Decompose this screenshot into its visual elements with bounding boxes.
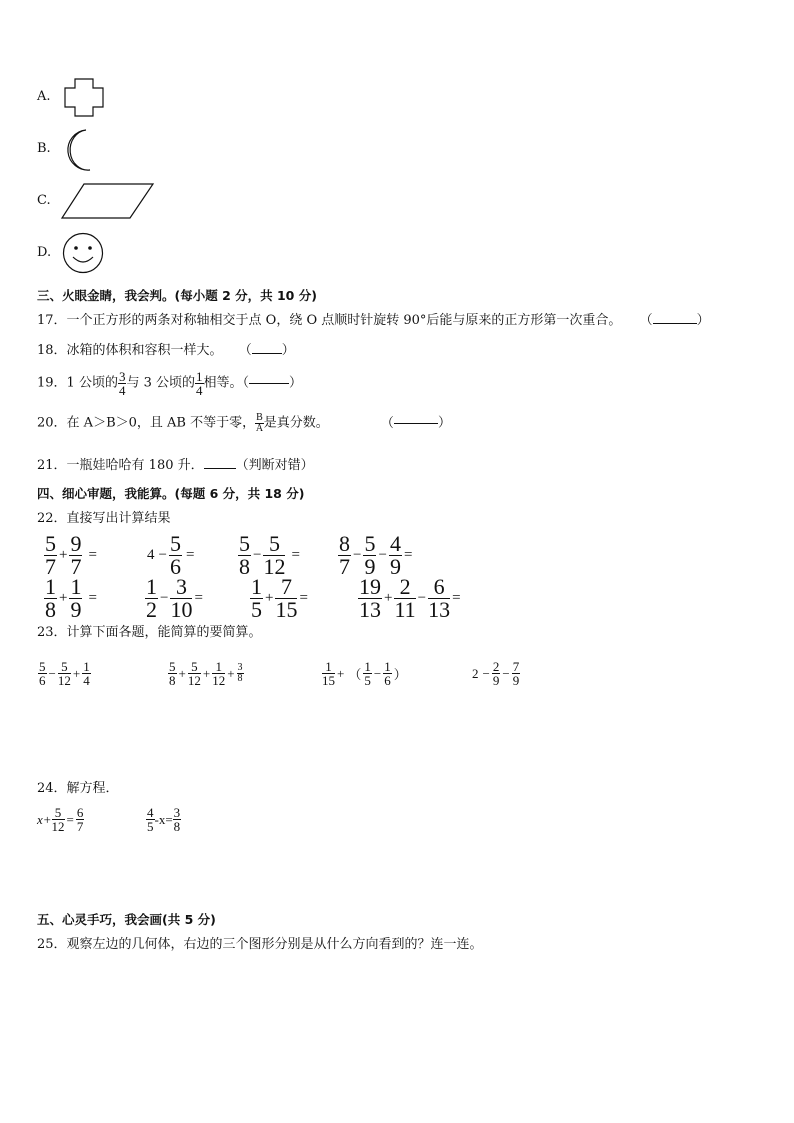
q21-answer-blank[interactable] xyxy=(204,468,236,469)
question-21 xyxy=(37,458,314,474)
section3-title: 三、火眼金睛，我会判。(每小题 2 分，共 10 分) xyxy=(37,288,317,303)
section5-title: 五、心灵手巧，我会画(共 5 分) xyxy=(37,912,216,927)
q18-text: 18．冰箱的体积和容积一样大。 xyxy=(37,343,223,358)
section4-title: 四、细心审题，我能算。(每题 6 分，共 18 分) xyxy=(37,486,305,501)
q17-paren-left: （ xyxy=(639,313,653,328)
q24-equation-1: x+ $\frac{5}{12}$ = $\frac{6}{7}$ xyxy=(37,805,84,834)
option-b-label: B. xyxy=(37,141,51,156)
question-23: 23．计算下面各题，能简算的要简算。 xyxy=(37,625,262,640)
q19-text-c: 相等。（ xyxy=(203,375,250,391)
q17-text: 17．一个正方形的两条对称轴相交于点 O，绕 O 点顺时针旋转 90°后能与原来的正方形第一次重合。 xyxy=(37,313,622,328)
q19-answer-blank[interactable] xyxy=(249,383,289,384)
question-20 xyxy=(37,413,451,434)
question-22: 22．直接写出计算结果 xyxy=(37,511,171,526)
q21-text-b: （判断对错） xyxy=(235,458,314,473)
q22-expr-2: 4 − $\frac{5}{6}$ = xyxy=(147,531,195,579)
crescent-moon-icon xyxy=(60,128,96,172)
q22-expr-7: $\frac{1}{5}$ + $\frac{7}{15}$ = xyxy=(251,574,308,622)
question-19 xyxy=(37,370,302,397)
q17-paren-right: ） xyxy=(696,313,710,328)
q19-fraction-2: $\frac{1}{4}$ xyxy=(196,369,203,398)
q22-expr-1: $\frac{5}{7}$ + $\frac{9}{7}$ = xyxy=(45,531,97,579)
q22-expr-5: $\frac{1}{8}$ + $\frac{1}{9}$ = xyxy=(45,574,97,622)
question-24: 24．解方程． xyxy=(37,781,119,796)
option-a-label: A. xyxy=(37,89,51,104)
q23-expr-3: $\frac{1}{15}$ + （ $\frac{1}{5}$ − $\frac{1}{6}$ ） xyxy=(322,659,407,688)
q17-answer-blank[interactable] xyxy=(653,323,697,324)
q19-text-a: 19．1 公顷的 xyxy=(37,375,118,391)
q22-expr-3: $\frac{5}{8}$ − $\frac{5}{12}$ = xyxy=(239,531,300,579)
option-c-label: C. xyxy=(37,193,51,208)
q20-text-b: 是真分数。 xyxy=(263,415,329,431)
q21-text-a: 21．一瓶娃哈哈有 180 升． xyxy=(37,458,204,473)
q19-fraction-1: $\frac{3}{4}$ xyxy=(118,369,126,398)
q20-text-a: 20．在 A＞B＞0，且 AB 不等于零， xyxy=(37,415,256,431)
option-d-label: D. xyxy=(37,245,52,260)
q22-expr-6: $\frac{1}{2}$ − $\frac{3}{10}$ = xyxy=(146,574,203,622)
q22-expr-8: $\frac{19}{13}$ + $\frac{2}{11}$ − $\frac{6}{13}$ = xyxy=(359,574,461,622)
question-18 xyxy=(37,343,295,359)
question-25: 25．观察左边的几何体，右边的三个图形分别是从什么方向看到的？连一连。 xyxy=(37,937,483,952)
q20-paren-right: ） xyxy=(437,415,451,431)
q18-paren-right: ） xyxy=(281,343,295,358)
q19-text-b: 与 3 公顷的 xyxy=(126,375,195,391)
question-17 xyxy=(37,313,710,329)
q18-paren-left: （ xyxy=(238,343,252,358)
parallelogram-icon xyxy=(60,182,156,220)
q24-equation-2: $\frac{4}{5}$ -x= $\frac{3}{8}$ xyxy=(147,805,181,834)
smiley-face-icon xyxy=(61,232,105,274)
q23-expr-2: $\frac{5}{8}$ + $\frac{5}{12}$ + $\frac{1}{12}$ + $\frac{3}{8}$ xyxy=(169,659,243,688)
q18-answer-blank[interactable] xyxy=(252,353,282,354)
q20-answer-blank[interactable] xyxy=(394,423,438,424)
q22-expr-4: $\frac{8}{7}$ − $\frac{5}{9}$ − $\frac{4}{9}$ = xyxy=(339,531,413,579)
q20-fraction: $\frac{B}{A}$ xyxy=(255,412,264,434)
q23-expr-1: $\frac{5}{6}$ − $\frac{5}{12}$ + $\frac{1}{4}$ xyxy=(39,659,90,688)
q20-paren-left: （ xyxy=(380,415,394,431)
q23-expr-4: 2 − $\frac{2}{9}$ − $\frac{7}{9}$ xyxy=(472,659,520,688)
cross-shape-icon xyxy=(63,78,105,118)
q19-paren-right: ） xyxy=(289,375,303,391)
